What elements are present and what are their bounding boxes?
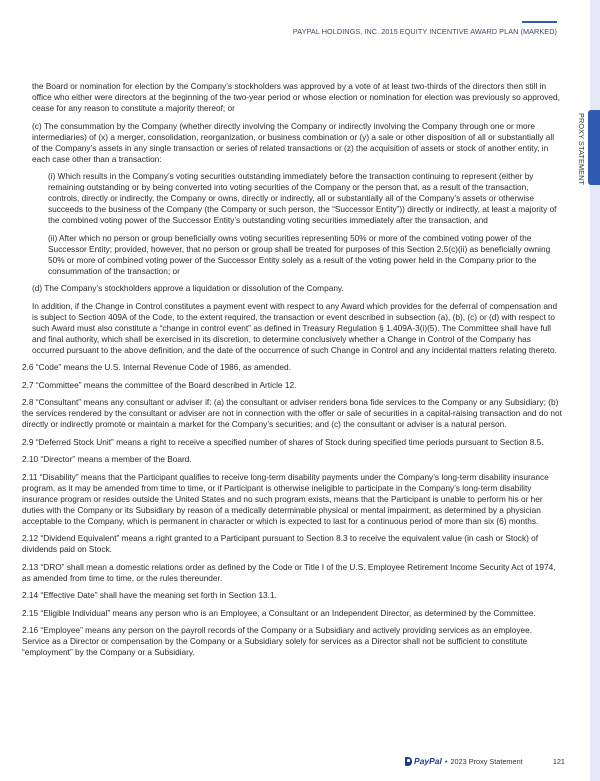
paragraph: (ii) After which no person or group beneficially owns voting securities representing 50% or more of the combined voting power of the Successor Entity; provided, however, that no person or group shall be treated for purposes of this Section 2.5(c)(ii) as beneficially owning 50% or more of combined voting power of the Successor Entity solely as a result of the voting power held in the Company prior to the consummation of the transaction; or (48, 232, 551, 276)
paragraph: (i) Which results in the Company’s voting securities outstanding immediately before the transaction continuing to represent (either by remaining outstanding or by being converted into voting securities of the Company or the person that, as a result of the transaction, controls, directly or indirectly, the Company or owns, directly or indirectly, all or substantially all of the Company’s assets or otherwise succeeds to the business of the Company (the Company or such person, the “Successor Entity”)) directly or indirectly, at least a majority of the combined voting power of the Successor Entity’s outstanding voting securities immediately after the transaction, and (48, 171, 557, 225)
paragraph: 2.16 “Employee” means any person on the payroll records of the Company or a Subsidiary and actively providing services as an employee. Service as a Director or compensation by the Company or a Subsidiary solely for services as a Director shall not be sufficient to constitute “employment” by the Company or a Subsidiary. (22, 625, 533, 657)
paypal-logo (405, 756, 442, 766)
document-body (22, 81, 562, 665)
paragraph: 2.10 “Director” means a member of the Board. (22, 454, 192, 464)
paragraph: the Board or nomination for election by the Company’s stockholders was approved by a vote of at least two-thirds of the directors then still in office who either were directors at the beginning of the two-year period or whose election or nomination for election was previously so approved, cease for any reason to constitute a majority thereof; or (32, 81, 560, 113)
paragraph: 2.9 “Deferred Stock Unit” means a right to receive a specified number of shares of Stock during specified time periods pursuant to Section 8.5. (22, 436, 544, 447)
running-head: PAYPAL HOLDINGS, INC. 2015 EQUITY INCENTIVE AWARD PLAN (MARKED) (292, 27, 557, 36)
paragraph: 2.12 “Dividend Equivalent” means a right granted to a Participant pursuant to Section 8.3 to receive the equivalent value (in cash or Stock) of dividends paid on Stock. (22, 533, 539, 554)
brand-name: PayPal (414, 756, 442, 766)
paragraph: (c) The consummation by the Company (whether directly involving the Company or indirectly involving the Company through one or more intermediaries) of (x) a merger, consolidation, reorganization, or business combination or (y) a sale or other disposition of all or substantially all of the Company’s assets in any single transaction or series of related transactions or (z) the acquisition of assets or stock of another entity, in each case other than a transaction: (32, 120, 555, 164)
paragraph: In addition, if the Change in Control constitutes a payment event with respect to any Award which provides for the deferral of compensation and is subject to Section 409A of the Code, to the extent required, the transaction or event described in subsection (a), (b), (c) or (d) with respect to such Award must also constitute a “change in control event” as defined in Treasury Regulation § 1.409A-3(i)(5). The Committee shall have full and final authority, which shall be exercised in its discretion, to determine conclusively whether a Change in Control of the Company has occurred pursuant to the above definition, and the date of the occurrence of such Change in Control and any incidental matters relating thereto. (32, 300, 558, 355)
paypal-p-icon (405, 757, 412, 766)
page-footer (405, 756, 565, 766)
section-tab[interactable] (588, 110, 600, 185)
paragraph: 2.13 “DRO” shall mean a domestic relations order as defined by the Code or Title I of the U.S. Employee Retirement Income Security Act of 1974, as amended from time to time, or the rules thereunder. (22, 561, 556, 583)
publication-title: 2023 Proxy Statement (450, 756, 523, 766)
paragraph: 2.7 “Committee” means the committee of the Board described in Article 12. (22, 379, 297, 390)
paragraph: (d) The Company’s stockholders approve a liquidation or dissolution of the Company. (32, 283, 344, 293)
section-tab-label: PROXY STATEMENT (577, 113, 586, 186)
paragraph: 2.14 “Effective Date” shall have the meaning set forth in Section 13.1. (22, 590, 277, 600)
page-number: 121 (552, 756, 565, 766)
paragraph: 2.15 “Eligible Individual” means any person who is an Employee, a Consultant or an Independent Director, as determined by the Committee. (22, 607, 536, 618)
header-rule (522, 21, 557, 23)
paragraph: 2.11 “Disability” means that the Participant qualifies to receive long-term disability payments under the Company’s long-term disability insurance program, as it may be amended from time to time, or if Participant is otherwise ineligible to participate in the Company’s long-term disability insurance program or resides outside the United States and no such program exists, means that the Participant is unable to perform his or her duties with the Company or its Subsidiary by reason of a medically determinable physical or mental impairment, as determined by a physician acceptable to the Company, which is permanent in character or which is expected to last for a continuous period of more than six (6) months. (22, 471, 549, 526)
paragraph: 2.6 “Code” means the U.S. Internal Revenue Code of 1986, as amended. (22, 362, 291, 372)
footer-separator: • (444, 756, 448, 766)
paragraph: 2.8 “Consultant” means any consultant or adviser if: (a) the consultant or adviser renders bona fide services to the Company or any Subsidiary; (b) the services rendered by the consultant or adviser are not in connection with the offer or sale of securities in a capital-raising transaction and do not directly or indirectly promote or maintain a market for the Company’s securities; and (c) the consultant or adviser is a natural person. (22, 397, 562, 429)
